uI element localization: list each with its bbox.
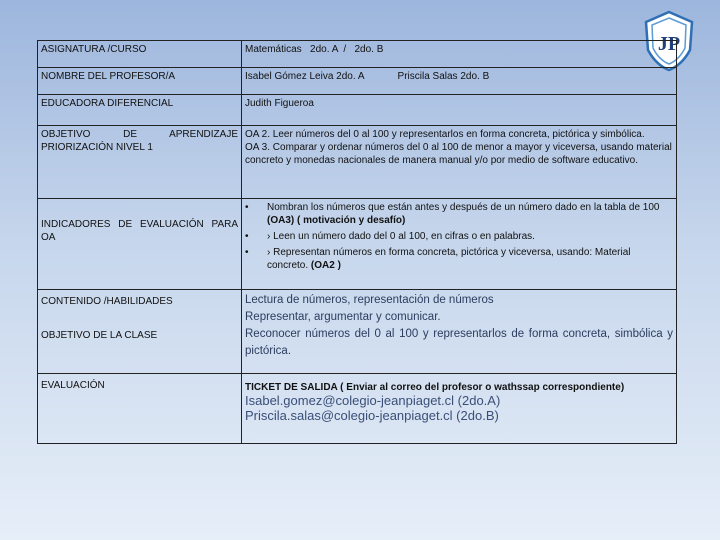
row-profesor <box>38 68 677 95</box>
bullet-icon: • <box>245 231 249 242</box>
objetivo-label: OBJETIVO DE APRENDIZAJE PRIORIZACIÓN NIVEL 1 <box>38 126 242 199</box>
row-asignatura <box>38 41 677 68</box>
row-contenido-objetivo <box>38 290 677 374</box>
contenido-line-1: Lectura de números, representación de números <box>245 294 494 306</box>
row-indicadores <box>38 199 677 290</box>
indicador-1-bold: (OA3) ( motivación y desafío) <box>267 215 406 226</box>
profesor-b: Priscila Salas 2do. B <box>397 71 490 82</box>
row-evaluacion <box>38 374 677 444</box>
email-priscila[interactable]: Priscila.salas@colegio-jeanpiaget.cl (2do.B) <box>245 408 499 423</box>
objetivo-clase-label: OBJETIVO DE LA CLASE <box>41 330 158 341</box>
bullet-icon: • <box>245 202 249 213</box>
profesor-a: Isabel Gómez Leiva 2do. A <box>245 71 364 82</box>
objetivo-oa3: OA 3. Comparar y ordenar números del 0 al 100 de menor a mayor y viceversa, usando material concreto y monedas nacionales de manera manual y/o por medio de software educativo. <box>245 142 672 166</box>
indicadores-label <box>38 199 242 290</box>
profesor-value <box>242 68 677 95</box>
evaluacion-label: EVALUACIÓN <box>38 374 242 444</box>
indicador-item-3 <box>245 246 673 272</box>
asignatura-label: ASIGNATURA /CURSO <box>38 41 242 68</box>
indicador-3-bold: (OA2 ) <box>310 260 341 271</box>
evaluacion-value <box>242 374 677 444</box>
objetivo-value <box>242 126 677 199</box>
profesor-label: NOMBRE DEL PROFESOR/A <box>38 68 242 95</box>
indicadores-value <box>242 199 677 290</box>
objetivo-oa2: OA 2. Leer números del 0 al 100 y representarlos en forma concreta, pictórica y simbólica. <box>245 129 645 140</box>
asignatura-value: Matemáticas 2do. A / 2do. B <box>242 41 677 68</box>
indicador-item-1 <box>245 201 673 227</box>
class-plan-table <box>37 40 677 444</box>
svg-text:JP: JP <box>657 33 681 55</box>
row-educadora <box>38 95 677 126</box>
row-objetivo <box>38 126 677 199</box>
educadora-label: EDUCADORA DIFERENCIAL <box>38 95 242 126</box>
contenido-line-2: Representar, argumentar y comunicar. <box>245 311 441 323</box>
email-isabel[interactable]: Isabel.gomez@colegio-jeanpiaget.cl (2do.A) <box>245 393 501 408</box>
indicador-3-text: › Representan números en forma concreta, pictórica y viceversa, usando: Material concreto. <box>267 247 631 271</box>
indicador-item-2 <box>245 230 673 243</box>
educadora-value: Judith Figueroa <box>242 95 677 126</box>
indicadores-label-text: INDICADORES DE EVALUACIÓN PARA OA <box>41 219 238 243</box>
objetivo-clase-value: Reconocer números del 0 al 100 y representarlos de forma concreta, simbólica y pictórica. <box>245 328 673 357</box>
contenido-objetivo-values <box>242 290 677 374</box>
contenido-objetivo-labels <box>38 290 242 374</box>
indicador-2-text: › Leen un número dado del 0 al 100, en cifras o en palabras. <box>267 231 535 242</box>
ticket-salida: TICKET DE SALIDA ( Enviar al correo del profesor o wathssap correspondiente) <box>245 382 625 393</box>
indicador-1-text: Nombran los números que están antes y después de un número dado en la tabla de 100 <box>267 202 660 213</box>
contenido-label: CONTENIDO /HABILIDADES <box>41 296 173 307</box>
bullet-icon: • <box>245 247 249 258</box>
